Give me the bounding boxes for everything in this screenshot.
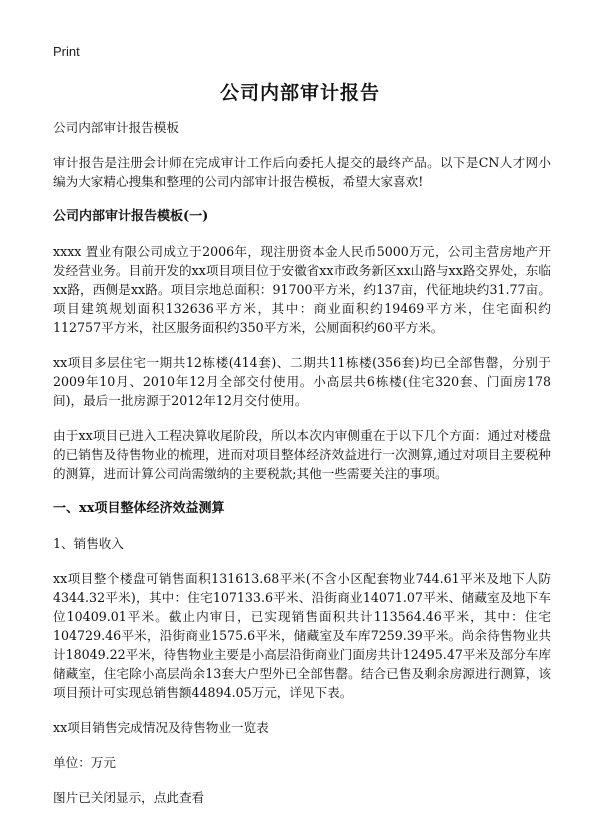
document-subtitle: 公司内部审计报告模板 <box>53 120 179 135</box>
section-heading-template-one: 公司内部审计报告模板(一) <box>53 209 209 224</box>
sales-detail-paragraph: xx项目整个楼盘可销售面积131613.68平米(不含小区配套物业744.61平米及地下人防4344.32平米)，其中：住宅107133.6平米、沿街商业14071.07平米、储藏室及地下车位10409.01平米。截止内审日，已实现销售面积共计113564.46平米，其中：住宅104729.46平米，沿街商业1575.6平米，储藏室及车库7259.39平米。尚余待售物业共计18049.22平米，待售物业主要是小高层沿街商业门面房共计12495.47平米及部分车库储藏室，住宅除小高层尚余13套大户型外已全部售罄。结合已售及剩余房源进行测算，该项目预计可实现总销售额44894.05万元，详见下表。 <box>53 571 551 700</box>
company-overview-paragraph: xxxx 置业有限公司成立于2006年，现注册资本金人民币5000万元，公司主营房地产开发经营业务。目前开发的xx项目项目位于安徽省xx市政务新区xx山路与xx路交界处，东临xx路，西侧是xx路。项目宗地总面积：91700平方米，约137亩，代征地块约31.77亩。项目建筑规划面积132636平方米，其中：商业面积约19469平方米，住宅面积约112757平方米，社区服务面积约350平方米，公厕面积约60平方米。 <box>53 244 551 335</box>
project-delivery-paragraph: xx项目多层住宅一期共12栋楼(414套)、二期共11栋楼(356套)均已全部售罄，分别于2009年10月、2010年12月全部交付使用。小高层共6栋楼(住宅320套、门面房178间)，最后一批房源于2012年12月交付使用。 <box>53 355 551 408</box>
document-body <box>53 118 551 823</box>
audit-focus-paragraph: 由于xx项目已进入工程决算收尾阶段，所以本次内审侧重在于以下几个方面：通过对楼盘的已销售及待售物业的梳理，进而对项目整体经济效益进行一次测算,通过对项目主要税种的测算，进而计算公司尚需缴纳的主要税款;其他一些需要关注的事项。 <box>53 428 551 481</box>
table-caption: xx项目销售完成情况及待售物业一览表 <box>53 720 269 735</box>
section-heading-economic-benefit: 一、xx项目整体经济效益测算 <box>53 501 225 516</box>
unit-label: 单位：万元 <box>53 755 116 770</box>
page-title: 公司内部审计报告 <box>219 82 380 104</box>
intro-paragraph: 审计报告是注册会计师在完成审计工作后向委托人提交的最终产品。以下是CN人才网小编为大家精心搜集和整理的公司内部审计报告模板，希望大家喜欢! <box>53 155 551 189</box>
subsection-sales-revenue: 1、销售收入 <box>53 536 124 551</box>
print-link[interactable]: Print <box>53 44 80 59</box>
image-hidden-link[interactable]: 图片已关闭显示，点此查看 <box>53 790 205 805</box>
